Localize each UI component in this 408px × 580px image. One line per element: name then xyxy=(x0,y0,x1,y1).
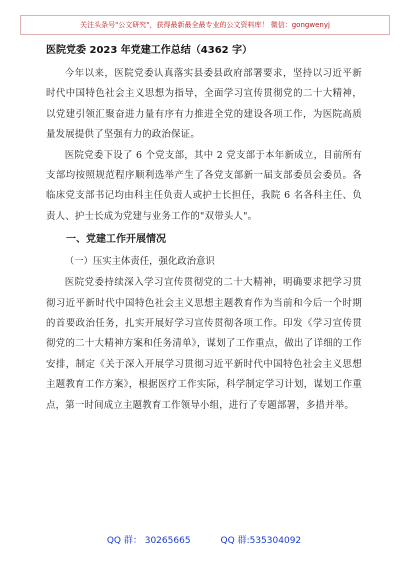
section-paragraph: 医院党委持续深入学习宣传贯彻党的二十大精神，明确要求把学习贯彻习近平新时代中国特色社会主义思想主题教育作为当前和今后一个时期的首要政治任务，扎实开展好学习宣传贯彻各项工作。印发《学习宣传贯彻党的二十大精神方案和任务清单》，谋划了工作重点，做出了详细的工作安排，制定《关于深入开展学习贯彻习近平新时代中国特色社会主义思想主题教育工作方案》，根据医疗工作实际，科学制定学习计划，谋划工作重点，第一时间成立主题教育工作领导小组，进行了专题部署，多措并举。 xyxy=(46,277,362,411)
header-banner xyxy=(20,15,390,35)
footer-qq-group-1: QQ 群： 30265665 xyxy=(106,536,191,546)
subsection-heading: （一）压实主体责任，强化政治意识 xyxy=(64,256,215,268)
banner-text: 关注头条号"公文研究"，获得最新最全最专业的公文资料库！ 微信：gongwenyj xyxy=(80,21,330,29)
footer-qq-group-2: QQ 群:535304092 xyxy=(220,536,302,546)
footer xyxy=(0,533,408,551)
document-body xyxy=(46,44,362,416)
document-title: 医院党委 2023 年党建工作总结（4362 字） xyxy=(46,45,253,56)
branch-paragraph: 医院党委下设了 6 个党支部，其中 2 党支部于本年新成立，目前所有支部均按照规范程序顺利选举产生了各党支部新一届支部委员会委员。各临床党支部书记均由科主任负责人或护士长担任，我院 6 名各科主任、负责人、护士长成为党建与业务工作的"双带头人"。 xyxy=(46,149,362,222)
section-heading: 一、党建工作开展情况 xyxy=(66,234,166,246)
intro-paragraph: 今年以来，医院党委认真落实县委县政府部署要求，坚持以习近平新时代中国特色社会主义思想为指导，全面学习宣传贯彻党的二十大精神，以党建引领汇聚奋进力量有序有力推进全党的建设各项工作，为医院高质量发展提供了坚强有力的政治保证。 xyxy=(46,68,362,141)
